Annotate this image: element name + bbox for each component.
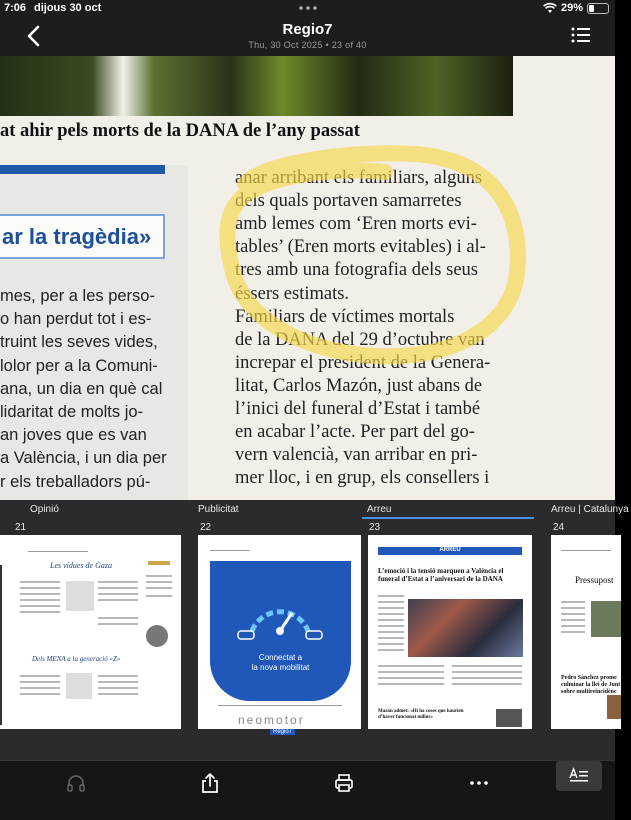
ad-text: Connectat a bbox=[258, 653, 303, 662]
list-icon[interactable] bbox=[571, 26, 591, 44]
sidebar-text-line: r els treballadors pú- bbox=[0, 472, 151, 491]
page-number: 22 bbox=[200, 522, 212, 533]
article-text-line: de la DANA del 29 d’octubre van bbox=[235, 329, 485, 350]
sidebar-text-line: a València, i un dia per bbox=[0, 449, 167, 468]
sidebar-text-line: lolor per a la Comuni- bbox=[0, 356, 158, 375]
page-number: 24 bbox=[553, 522, 565, 533]
section-header: ARREU bbox=[439, 547, 461, 553]
article-text-line: tres amb una fotografia dels seus bbox=[235, 260, 478, 281]
more-icon bbox=[469, 780, 489, 786]
article-headline: at ahir pels morts de la DANA de l’any passat bbox=[0, 121, 360, 141]
active-page-indicator bbox=[362, 517, 534, 519]
section-label-arreu-catalunya: Arreu | Catalunya bbox=[551, 504, 629, 515]
print-icon bbox=[334, 773, 354, 793]
thumb-title: Les vídues de Gaza bbox=[50, 561, 112, 570]
status-time: 7:06 bbox=[4, 2, 27, 14]
article-text-line: increpar el president de la Genera- bbox=[235, 352, 491, 373]
article-text-line: tables’ (Eren morts evitables) i al- bbox=[235, 237, 486, 258]
multitasking-dots-icon[interactable] bbox=[296, 2, 320, 14]
sidebar-text-line: mes, per a les perso- bbox=[0, 287, 155, 305]
logo: Regió7 bbox=[270, 729, 295, 735]
ad-brand: neomotor bbox=[238, 713, 305, 727]
article-text-line: l’inici del funeral d’Estat i també bbox=[235, 399, 481, 419]
thumb-subheadline: Mazón admet: «Hi ha coses que haurien d’haver funcionat millor» bbox=[378, 709, 464, 720]
headphones-icon bbox=[66, 773, 86, 793]
print-button[interactable] bbox=[322, 761, 366, 805]
page-thumbnail-strip[interactable] bbox=[0, 500, 629, 760]
navigation-bar bbox=[0, 18, 615, 56]
article-text-line: dels quals portaven samarretes bbox=[235, 191, 462, 212]
sidebar-text-line: lidaritat de molts jo- bbox=[0, 403, 144, 421]
page-thumbnail-24[interactable] bbox=[551, 535, 621, 729]
article-text-line: vern valencià, van arribar en pri- bbox=[235, 445, 478, 466]
page-thumbnail-22[interactable] bbox=[198, 535, 361, 735]
bottom-toolbar bbox=[0, 760, 615, 820]
more-button[interactable] bbox=[457, 761, 501, 805]
page-margin bbox=[513, 56, 615, 116]
article-text-line: en acabar l’acte. Per part del go- bbox=[235, 422, 475, 443]
article-text-line: anar arribant els familiars, alguns bbox=[235, 168, 483, 188]
sidebar-text-line: ana, un dia en què cal bbox=[0, 379, 163, 398]
article-text-line: amb lemes com ‘Eren morts evi- bbox=[235, 214, 477, 235]
ad-text: la nova mobilitat bbox=[251, 663, 310, 672]
article-text-line: éssers estimats. bbox=[235, 283, 350, 304]
thumb-headline: L’emoció i la tensió marquen a València el funeral d’Estat a l’aniversari de la DANA bbox=[378, 567, 504, 583]
share-button[interactable] bbox=[188, 761, 232, 805]
text-view-icon bbox=[569, 768, 589, 784]
section-label-publicitat: Publicitat bbox=[198, 504, 239, 515]
page-number: 23 bbox=[369, 522, 381, 533]
page-thumbnail-23[interactable] bbox=[368, 535, 532, 729]
sidebar-text-line: o han perdut tot i es- bbox=[0, 310, 152, 329]
page-thumbnail-21[interactable] bbox=[0, 535, 181, 729]
section-label-opinio: Opinió bbox=[30, 504, 59, 515]
battery-percent: 29% bbox=[560, 2, 583, 14]
sidebar-text-line: truint les seves vides, bbox=[0, 333, 158, 352]
battery-icon bbox=[587, 3, 609, 14]
listen-button[interactable] bbox=[54, 761, 98, 805]
page-number: 21 bbox=[15, 522, 27, 533]
thumb-title: Dels MENA a la generació «Z» bbox=[32, 655, 121, 663]
share-icon bbox=[200, 772, 220, 794]
sidebar-text-line: an joves que es van bbox=[0, 426, 147, 445]
article-photo bbox=[0, 56, 513, 116]
speedometer-icon bbox=[234, 583, 326, 645]
thumb-photo bbox=[408, 599, 523, 657]
status-bar bbox=[0, 0, 615, 18]
text-view-button[interactable] bbox=[556, 761, 602, 791]
article-text-line: Familiars de víctimes mortals bbox=[235, 306, 455, 327]
article-text-line: mer lloc, i en grup, els consellers i bbox=[235, 468, 490, 489]
thumb-headline: Pedro Sánchez prome culminar la llei de Junt sobre multireincidènc bbox=[561, 675, 621, 695]
publication-title: Regio7 bbox=[282, 21, 333, 38]
section-label-arreu: Arreu bbox=[367, 504, 392, 515]
issue-info: Thu, 30 Oct 2025 • 23 of 40 bbox=[248, 40, 367, 50]
sidebar-accent-bar bbox=[0, 165, 165, 174]
wifi-icon bbox=[543, 3, 557, 14]
article-text-line: litat, Carlos Mazón, just abans de bbox=[235, 375, 483, 396]
pullquote: ar la tragèdia» bbox=[0, 214, 165, 259]
thumb-title: Pressupost bbox=[575, 575, 614, 585]
status-date: dijous 30 oct bbox=[34, 2, 102, 14]
status-indicators bbox=[543, 2, 609, 14]
